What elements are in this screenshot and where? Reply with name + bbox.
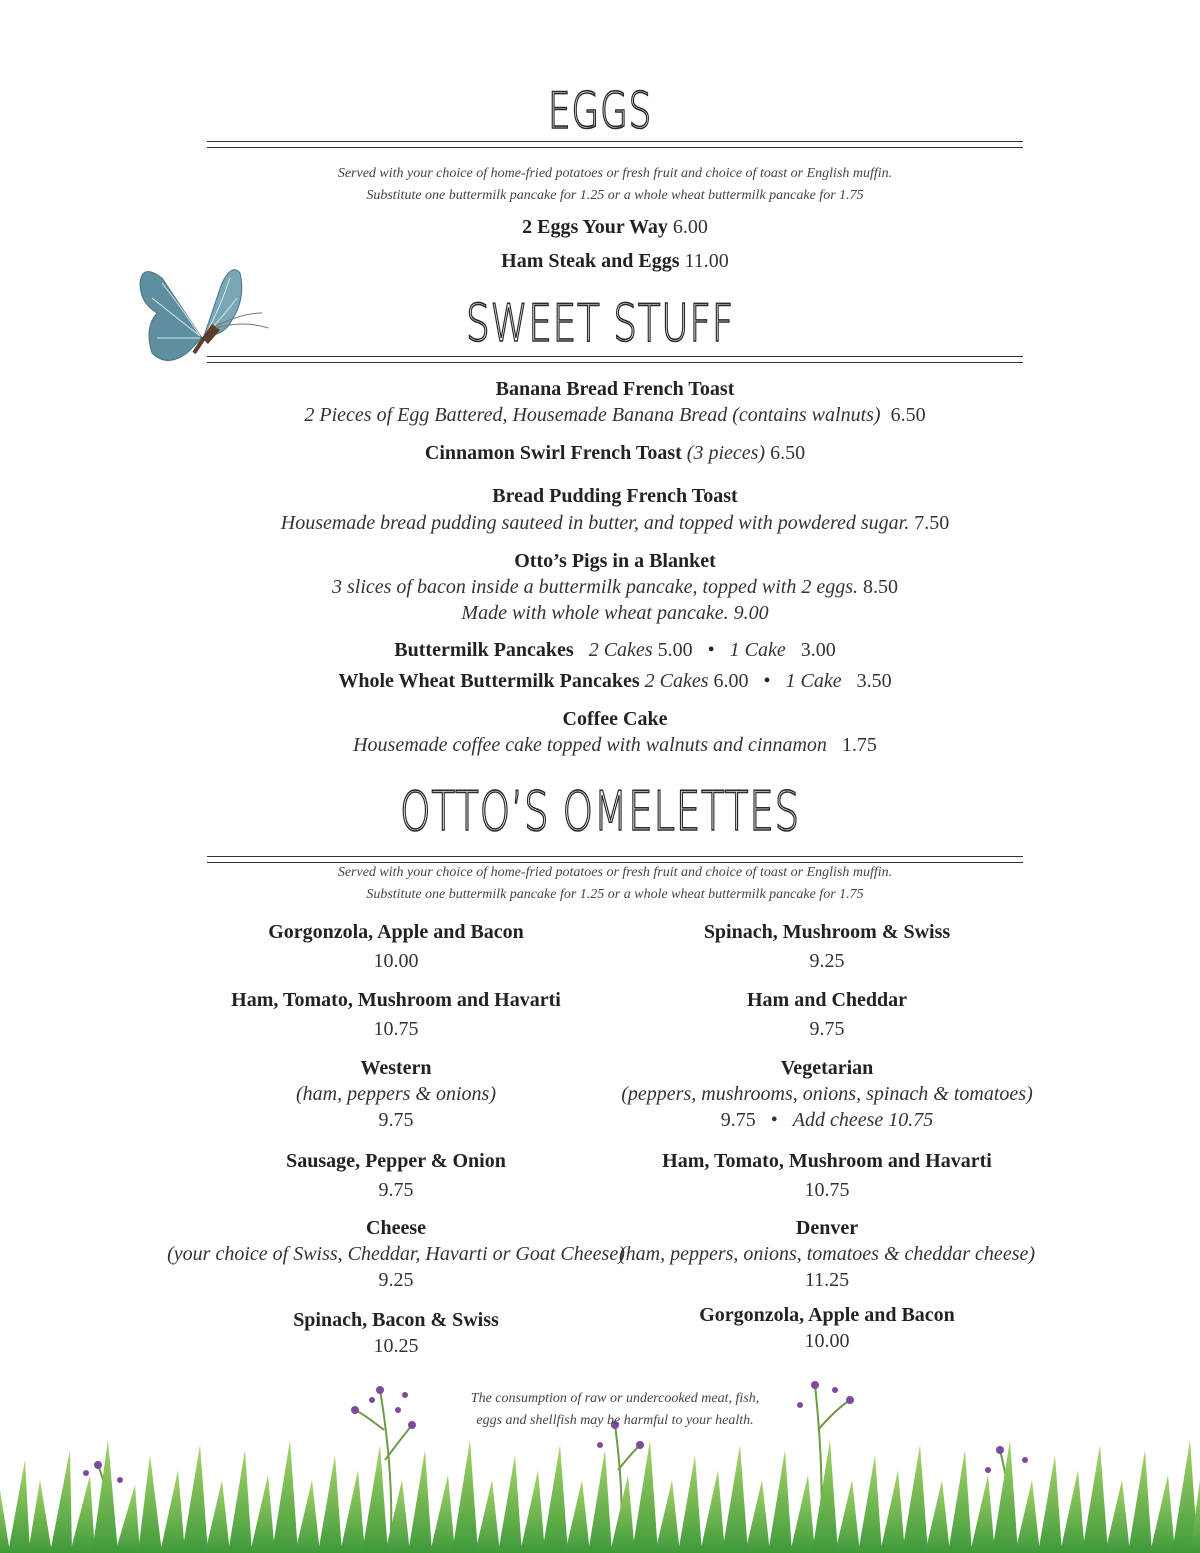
item-price: 10.75 <box>373 1018 419 1040</box>
item-price: 3.00 <box>800 639 836 661</box>
omelette-right-2 <box>527 1055 1127 1133</box>
omelettes-note-line1: Served with your choice of home-fried potatoes or fresh fruit and choice of toast or English muffin. <box>337 865 893 880</box>
item-name: Coffee Cake <box>562 708 668 730</box>
item-price: 9.75 <box>378 1179 414 1201</box>
omelettes-heading: OTTO’S OMELETTES <box>400 780 800 843</box>
item-desc: 2 Pieces of Egg Battered, Housemade Banana Bread (contains walnuts) <box>304 404 881 426</box>
item-name: Ham and Cheddar <box>746 989 908 1011</box>
bullet-separator: • <box>770 1109 778 1131</box>
sweet-rule-bottom <box>207 362 1023 363</box>
omelettes-rule-top <box>207 856 1023 857</box>
item-name: Denver <box>795 1217 859 1239</box>
omelettes-note <box>0 862 1200 906</box>
item-extra: Add cheese 10.75 <box>792 1109 934 1131</box>
item-price: 9.75 <box>720 1109 756 1131</box>
omelettes-note-line2: Substitute one buttermilk pancake for 1.25 or a whole wheat buttermilk pancake for 1.75 <box>366 887 864 902</box>
eggs-rule-top <box>207 141 1023 142</box>
item-name: Ham Steak and Eggs <box>501 250 680 272</box>
item-option: 1 Cake <box>785 670 842 692</box>
item-price: 6.50 <box>770 442 806 464</box>
health-warning-line2: eggs and shellfish may be harmful to your health. <box>476 1413 754 1428</box>
menu-item-coffee-name <box>0 708 1200 731</box>
menu-item-pigs-desc2 <box>0 602 1200 625</box>
item-name: Ham, Tomato, Mushroom and Havarti <box>662 1150 992 1172</box>
item-price: 6.00 <box>713 670 749 692</box>
item-price: 10.75 <box>804 1179 850 1201</box>
item-option: 1 Cake <box>729 639 786 661</box>
bullet-separator: • <box>763 670 771 692</box>
item-name: Cinnamon Swirl French Toast <box>424 442 682 464</box>
item-name: Cheese <box>366 1217 426 1239</box>
item-option: 2 Cakes <box>588 639 653 661</box>
menu-item-pigs-name <box>0 550 1200 573</box>
item-desc: (ham, peppers, onions, tomatoes & cheddar cheese) <box>618 1243 1036 1265</box>
item-name: Whole Wheat Buttermilk Pancakes <box>338 670 640 692</box>
item-price: 1.75 <box>841 734 877 756</box>
menu-item-banana-name <box>0 378 1200 401</box>
menu-item-wholewheat <box>0 670 1200 693</box>
item-name: Western <box>360 1057 432 1079</box>
sweet-rule-top <box>207 356 1023 357</box>
menu-item-cinnamon <box>0 442 1200 465</box>
menu-item-coffee-desc <box>0 734 1200 757</box>
item-desc: Made with whole wheat pancake. 9.00 <box>461 602 769 624</box>
item-price: 3.50 <box>856 670 892 692</box>
item-price: 6.00 <box>672 216 708 238</box>
omelette-right-5 <box>527 1302 1127 1354</box>
menu-item-2-eggs <box>0 216 1200 239</box>
menu-item-banana-desc <box>0 404 1200 427</box>
omelette-right-3 <box>527 1147 1127 1205</box>
omelette-right-4 <box>527 1215 1127 1293</box>
item-price: 9.75 <box>378 1109 414 1131</box>
menu-item-buttermilk <box>0 639 1200 662</box>
eggs-note <box>0 163 1200 207</box>
eggs-note-line1: Served with your choice of home-fried potatoes or fresh fruit and choice of toast or English muffin. <box>337 166 893 181</box>
eggs-heading: EGGS <box>547 82 653 140</box>
item-name: Vegetarian <box>780 1057 874 1079</box>
menu-item-pudding-name <box>0 485 1200 508</box>
item-desc: (your choice of Swiss, Cheddar, Havarti or Goat Cheese) <box>167 1243 625 1265</box>
bullet-separator: • <box>707 639 715 661</box>
item-name: Banana Bread French Toast <box>495 378 735 400</box>
item-name: Gorgonzola, Apple and Bacon <box>268 921 524 943</box>
menu-item-ham-steak <box>0 250 1200 273</box>
item-name: 2 Eggs Your Way <box>522 216 668 238</box>
health-warning <box>430 1388 800 1432</box>
item-name: Spinach, Bacon & Swiss <box>293 1309 499 1331</box>
item-desc: Housemade bread pudding sauteed in butter, and topped with powdered sugar. <box>280 512 910 534</box>
item-price: 9.25 <box>809 950 845 972</box>
menu-item-pudding-desc <box>0 512 1200 535</box>
item-desc: 3 slices of bacon inside a buttermilk pancake, topped with 2 eggs. <box>331 576 859 598</box>
item-price: 9.75 <box>809 1018 845 1040</box>
item-desc: (peppers, mushrooms, onions, spinach & tomatoes) <box>621 1083 1033 1105</box>
eggs-rule-bottom <box>207 147 1023 148</box>
item-name: Otto’s Pigs in a Blanket <box>514 550 716 572</box>
item-price: 6.50 <box>890 404 926 426</box>
item-desc: (ham, peppers & onions) <box>296 1083 496 1105</box>
item-price: 10.00 <box>373 950 419 972</box>
health-warning-line1: The consumption of raw or undercooked meat, fish, <box>470 1391 760 1406</box>
item-price: 8.50 <box>863 576 899 598</box>
item-name: Spinach, Mushroom & Swiss <box>703 921 951 943</box>
item-price: 10.25 <box>373 1335 419 1357</box>
item-price: 11.00 <box>684 250 729 272</box>
sweet-heading: SWEET STUFF <box>466 294 734 354</box>
item-name: Gorgonzola, Apple and Bacon <box>699 1304 955 1326</box>
item-desc: Housemade coffee cake topped with walnuts and cinnamon <box>353 734 827 756</box>
item-name: Bread Pudding French Toast <box>492 485 738 507</box>
item-price: 11.25 <box>804 1269 850 1291</box>
omelette-right-0 <box>527 918 1127 976</box>
item-price: 7.50 <box>914 512 950 534</box>
item-name: Ham, Tomato, Mushroom and Havarti <box>231 989 561 1011</box>
item-name: Buttermilk Pancakes <box>394 639 574 661</box>
item-price: 5.00 <box>657 639 693 661</box>
item-price: 10.00 <box>804 1330 850 1352</box>
item-desc: (3 pieces) <box>686 442 766 464</box>
item-name: Sausage, Pepper & Onion <box>286 1150 506 1172</box>
omelette-right-1 <box>527 986 1127 1044</box>
item-price: 9.25 <box>378 1269 414 1291</box>
menu-item-pigs-desc <box>0 576 1200 599</box>
item-option: 2 Cakes <box>644 670 709 692</box>
item-price-line <box>527 1107 1127 1133</box>
eggs-note-line2: Substitute one buttermilk pancake for 1.25 or a whole wheat buttermilk pancake for 1.75 <box>366 188 864 203</box>
